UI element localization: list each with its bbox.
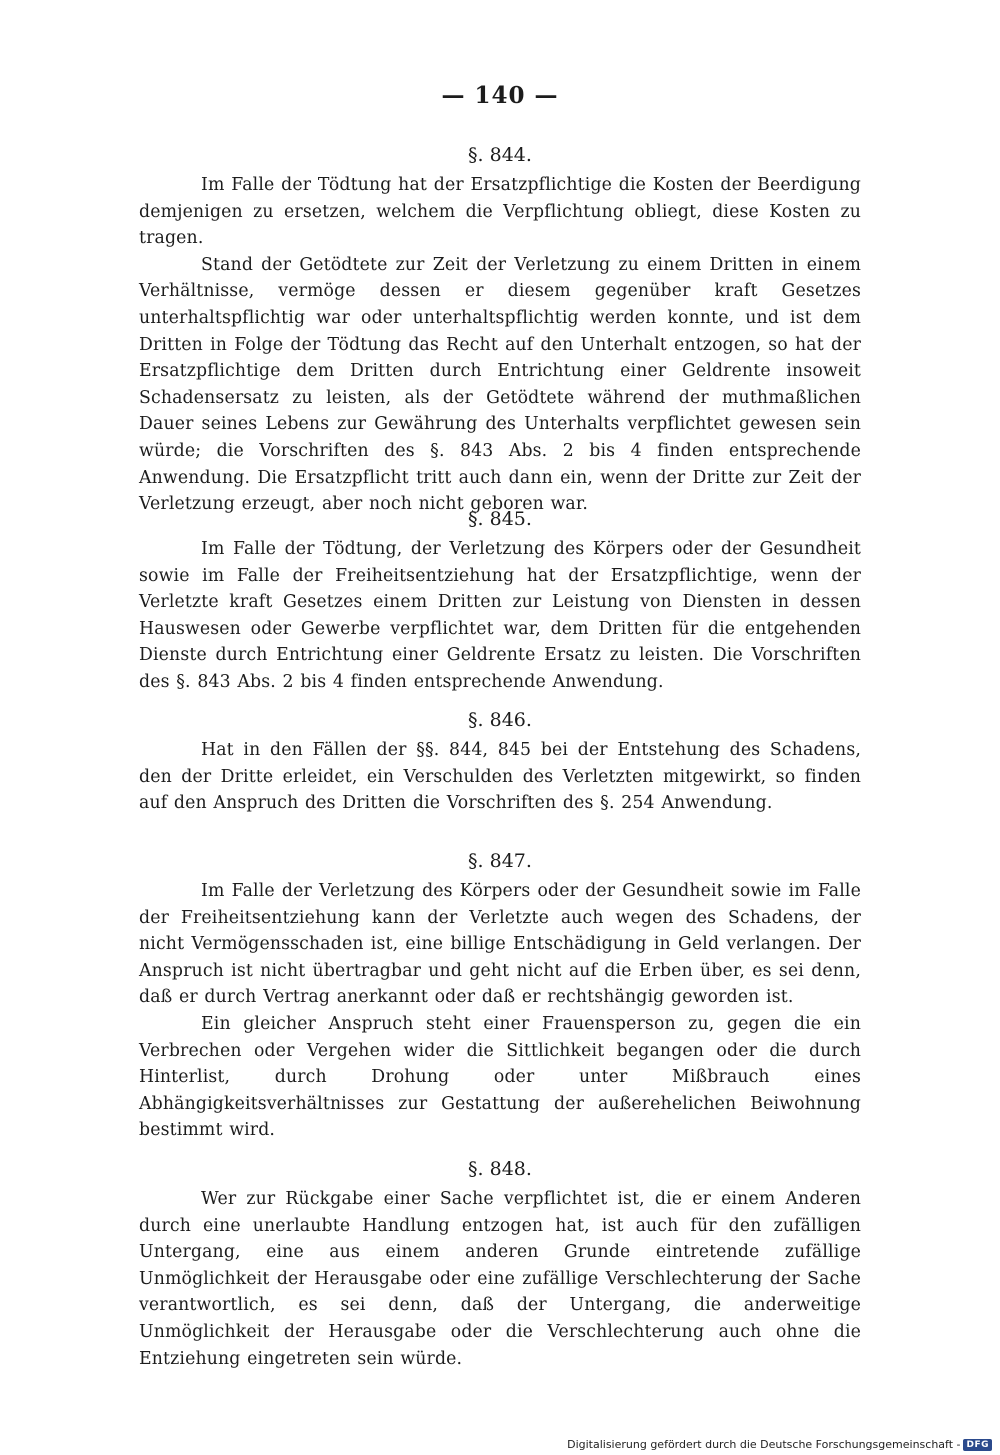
digitization-credit [567,1438,992,1451]
section-heading: §. 844. [468,144,532,166]
section-heading: §. 848. [468,1158,532,1180]
paragraph: Wer zur Rückgabe einer Sache verpflichtet ist, die er einem Anderen durch eine unerlaubte Handlung entzogen hat, ist auch für den zufälligen Untergang, eine aus einem anderen Grunde eintretende zufällige Unmöglichkeit der Herausgabe oder eine zufällige Verschlechterung der Sache verantwortlich, es sei denn, daß der Untergang, die anderweitige Unmöglichkeit der Herausgabe oder die Verschlechterung auch ohne die Entziehung eingetreten sein würde. [139,1189,861,1369]
dfg-logo: DFG [963,1439,992,1451]
section-heading: §. 845. [468,508,532,530]
section-846 [139,707,861,817]
paragraph: Ein gleicher Anspruch steht einer Frauensperson zu, gegen die ein Verbrechen oder Vergehen wider die Sittlichkeit begangen oder die durch Hinterlist, durch Drohung oder unter Mißbrauch eines Abhängigkeitsverhältnisses zur Gestattung der außerehelichen Beiwohnung bestimmt wird. [139,1013,861,1141]
section-845 [139,506,861,696]
section-heading: §. 846. [468,709,532,731]
section-844 [139,142,861,518]
credit-text: Digitalisierung gefördert durch die Deutsche Forschungsgemeinschaft - [567,1438,961,1451]
paragraph: Im Falle der Tödtung, der Verletzung des Körpers oder der Gesundheit sowie im Falle der Freiheitsentziehung hat der Ersatzpflichtige, wenn der Verletzte kraft Gesetzes einem Dritten zur Leistung von Diensten in dessen Hauswesen oder Gewerbe verpflichtet war, dem Dritten für die entgehenden Dienste durch Entrichtung einer Geldrente Ersatz zu leisten. Die Vorschriften des §. 843 Abs. 2 bis 4 finden entsprechende Anwendung. [139,539,861,692]
paragraph: Im Falle der Tödtung hat der Ersatzpflichtige die Kosten der Beerdigung demjenigen zu ersetzen, welchem die Verpflichtung obliegt, diese Kosten zu tragen. [139,175,861,249]
section-847 [139,848,861,1144]
paragraph: Im Falle der Verletzung des Körpers oder der Gesundheit sowie im Falle der Freiheitsentziehung kann der Verletzte auch wegen des Schadens, der nicht Vermögensschaden ist, eine billige Entschädigung in Geld verlangen. Der Anspruch ist nicht übertragbar und geht nicht auf die Erben über, es sei denn, daß er durch Vertrag anerkannt oder daß er rechtshängig geworden ist. [139,881,861,1008]
paragraph: Hat in den Fällen der §§. 844, 845 bei der Entstehung des Schadens, den der Dritte erleidet, ein Verschulden des Verletzten mitgewirkt, so finden auf den Anspruch des Dritten die Vorschriften des §. 254 Anwendung. [139,740,861,814]
section-848 [139,1156,861,1372]
section-heading: §. 847. [468,850,532,872]
page-number: — 140 — [441,82,559,109]
paragraph: Stand der Getödtete zur Zeit der Verletzung zu einem Dritten in einem Verhältnisse, vermöge dessen er diesem gegenüber kraft Gesetzes unterhaltspflichtig war oder unterhaltspflichtig werden konnte, und ist dem Dritten in Folge der Tödtung das Recht auf den Unterhalt entzogen, so hat der Ersatzpflichtige dem Dritten durch Entrichtung einer Geldrente insoweit Schadensersatz zu leisten, als der Getödtete während der muthmaßlichen Dauer seines Lebens zur Gewährung des Unterhalts verpflichtet gewesen sein würde; die Vorschriften des §. 843 Abs. 2 bis 4 finden entsprechende Anwendung. Die Ersatzpflicht tritt auch dann ein, wenn der Dritte zur Zeit der Verletzung erzeugt, aber noch nicht geboren war. [139,254,861,515]
